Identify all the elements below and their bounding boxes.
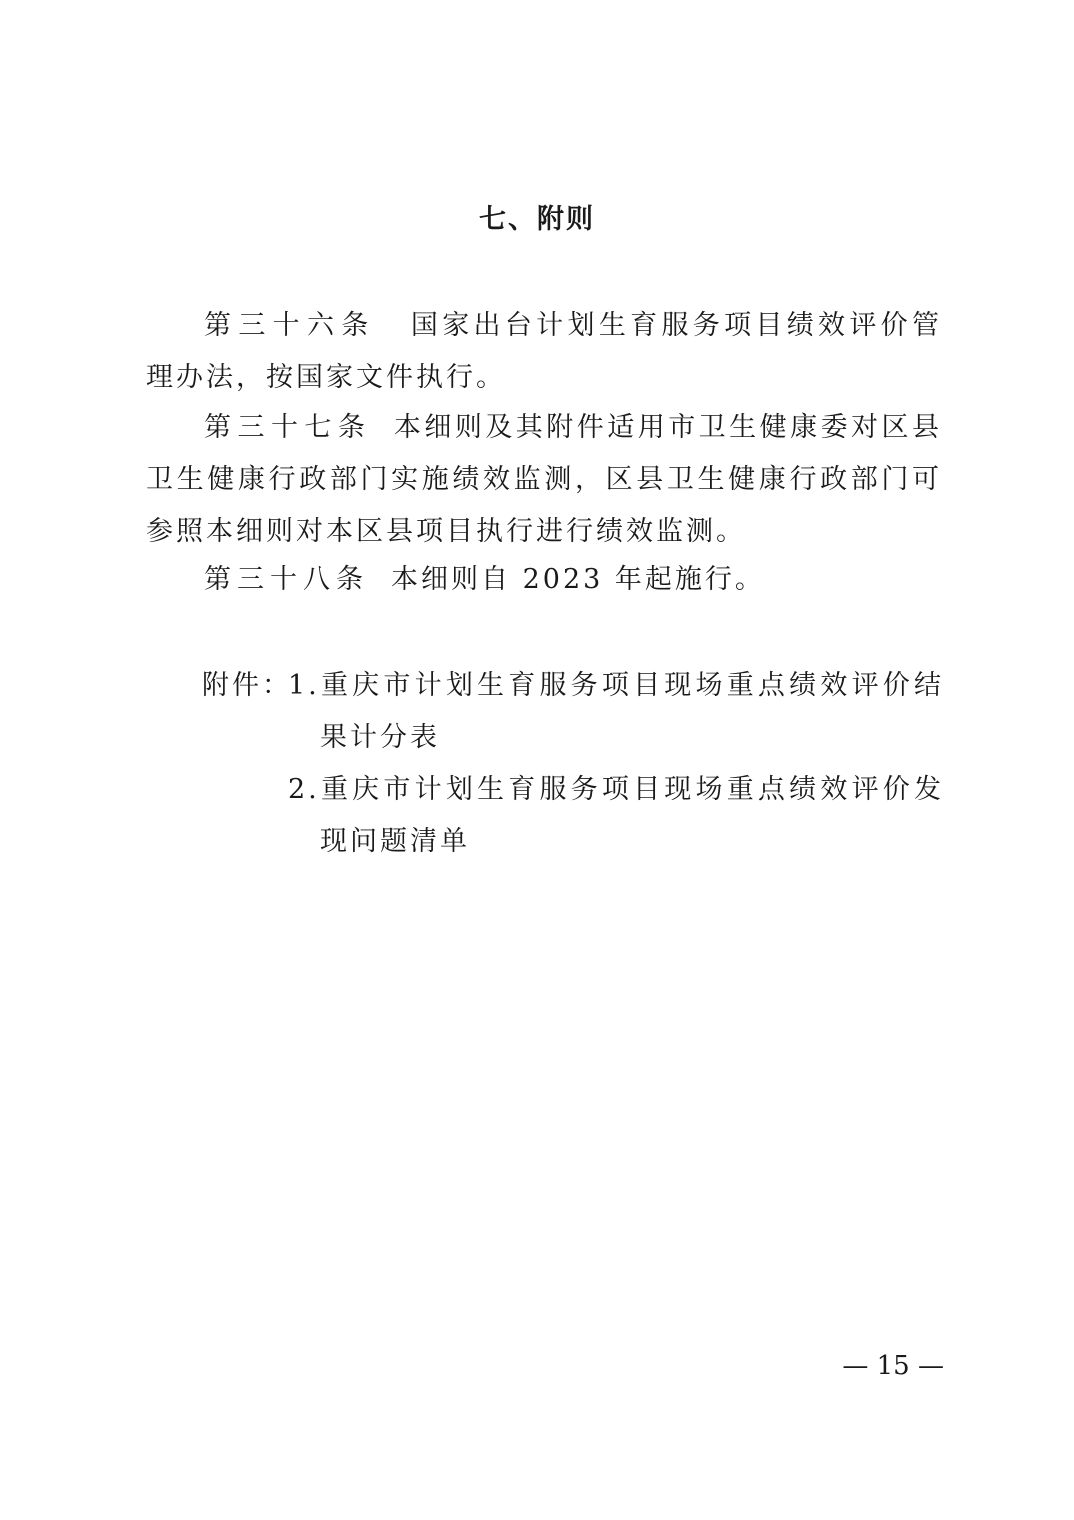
article-37 (146, 402, 942, 558)
page-number-dash-right: — (918, 1351, 944, 1381)
attachment-row (202, 660, 944, 764)
article-36-number: 第三十六条 (204, 310, 376, 341)
article-38 (146, 554, 942, 606)
article-36 (146, 300, 942, 404)
section-title: 七、附则 (479, 204, 595, 235)
attachments-list (202, 660, 944, 868)
page-number-dash-left: — (842, 1351, 869, 1381)
article-37-number: 第三十七条 (204, 412, 372, 443)
attachment-item-2: 2.重庆市计划生育服务项目现场重点绩效评价发现问题清单 (288, 774, 944, 857)
attachments-label: 附件： (202, 670, 292, 701)
attachment-item-1: 1.重庆市计划生育服务项目现场重点绩效评价结果计分表 (288, 670, 944, 753)
article-38-number: 第三十八条 (204, 564, 369, 595)
article-37-text: 本细则及其附件适用市卫生健康委对区县卫生健康行政部门实施绩效监测，区县卫生健康行政部门可参照本细则对本区县项目执行进行绩效监测。 (146, 412, 943, 547)
article-36-text: 国家出台计划生育服务项目绩效评价管理办法，按国家文件执行。 (146, 310, 943, 393)
attachment-row (202, 764, 944, 868)
page-number-footer (842, 1344, 944, 1388)
article-38-text: 本细则自 2023 年起施行。 (391, 564, 765, 595)
page-number: 15 (876, 1351, 910, 1381)
